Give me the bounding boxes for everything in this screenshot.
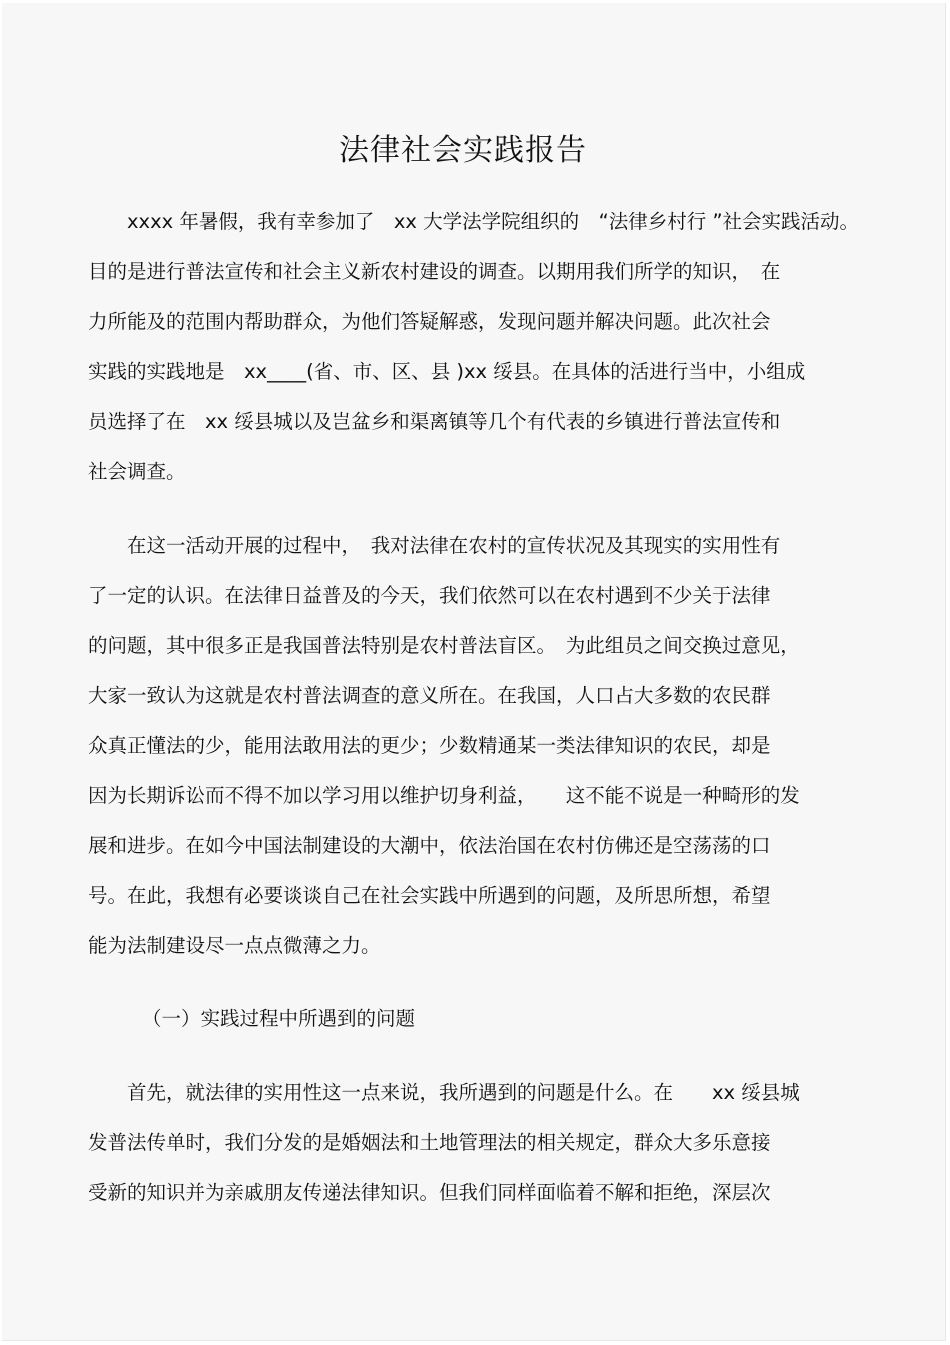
page-title: 法律社会实践报告 [339, 133, 587, 168]
paragraph-line: 了一定的认识。在法律日益普及的今天，我们依然可以在农村遇到不少关于法律 [88, 584, 771, 607]
section-heading: （一）实践过程中所遇到的问题 [142, 1007, 416, 1030]
paragraph-line: 在这一活动开展的过程中， 我对法律在农村的宣传状况及其现实的实用性有 [88, 534, 781, 557]
paragraph-2 [88, 521, 878, 971]
paragraph-line: xxxx 年暑假，我有幸参加了 xx 大学法学院组织的 “法律乡村行 ”社会实践活动。 [88, 210, 860, 233]
paragraph-line: 目的是进行普法宣传和社会主义新农村建设的调查。以期用我们所学的知识， 在 [88, 260, 781, 283]
paragraph-line: 社会调查。 [88, 460, 186, 483]
paragraph-line: 展和进步。在如今中国法制建设的大潮中，依法治国在农村仿佛还是空荡荡的口 [88, 834, 771, 857]
paragraph-line: 员选择了在 xx 绥县城以及岂盆乡和渠离镇等几个有代表的乡镇进行普法宣传和 [88, 410, 781, 433]
paragraph-line: 实践的实践地是 xx____(省、市、区、县 )xx 绥县。在具体的活进行当中，小组成 [88, 360, 806, 383]
paragraph-line: 众真正懂法的少，能用法敢用法的更少；少数精通某一类法律知识的农民，却是 [88, 734, 771, 757]
paragraph-1 [88, 197, 878, 497]
document-page [2, 3, 946, 1341]
paragraph-line: 能为法制建设尽一点点微薄之力。 [88, 934, 381, 957]
paragraph-line: 受新的知识并为亲戚朋友传递法律知识。但我们同样面临着不解和拒绝，深层次 [88, 1181, 771, 1204]
paragraph-line: 力所能及的范围内帮助群众，为他们答疑解惑，发现问题并解决问题。此次社会 [88, 310, 771, 333]
paragraph-line: 号。在此，我想有必要谈谈自己在社会实践中所遇到的问题，及所思所想，希望 [88, 884, 771, 907]
paragraph-line: 因为长期诉讼而不得不加以学习用以维护切身利益， 这不能不说是一种畸形的发 [88, 784, 800, 807]
paragraph-line: 大家一致认为这就是农村普法调查的意义所在。在我国，人口占大多数的农民群 [88, 684, 771, 707]
paragraph-line: 的问题，其中很多正是我国普法特别是农村普法盲区。 为此组员之间交换过意见， [88, 634, 800, 657]
paragraph-3 [88, 1068, 878, 1218]
paragraph-line: 首先，就法律的实用性这一点来说，我所遇到的问题是什么。在 xx 绥县城 [88, 1081, 800, 1104]
paragraph-line: 发普法传单时，我们分发的是婚姻法和土地管理法的相关规定，群众大多乐意接 [88, 1131, 771, 1154]
